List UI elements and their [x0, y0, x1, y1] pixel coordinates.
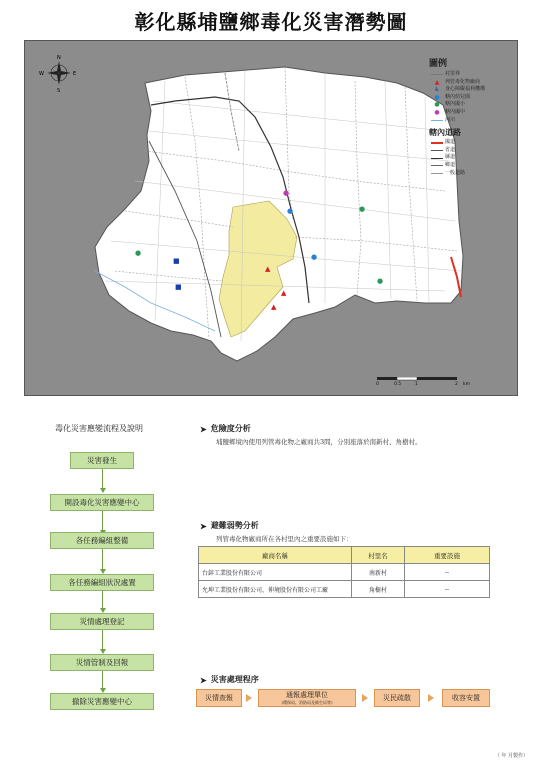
flow-step: 開設毒化災害應變中心	[50, 494, 154, 511]
toxic-factory-marker: ▲	[281, 289, 287, 297]
vulnerable-heading: ➤ 避難弱勢分析	[200, 520, 259, 531]
table-header-row	[199, 547, 490, 564]
table-header: 廠商名稱	[199, 547, 352, 564]
scale-bar-graphic	[377, 377, 477, 387]
junior-high-icon: ●	[434, 108, 440, 116]
junior-high-marker: ●	[283, 189, 290, 197]
procedure-step: 災民疏散	[374, 689, 420, 707]
legend-road: 國道	[429, 139, 513, 147]
legend-road: 縣道	[429, 154, 513, 162]
scale-tick: 0	[376, 382, 379, 387]
risk-heading: ➤ 危險度分析	[200, 423, 251, 434]
compass-n: N	[57, 55, 61, 61]
flow-connector	[102, 469, 103, 489]
table-row	[199, 581, 490, 598]
kindergarten-icon: ●	[434, 93, 440, 101]
right-arrow-icon	[428, 694, 434, 702]
legend-item: 河川	[429, 117, 513, 125]
legend-road: 鄉道	[429, 162, 513, 170]
risk-text: 埔鹽鄉境內使用列管毒化物之廠商共3間，分別座落於南新村、角樹村。	[216, 438, 422, 446]
flow-step: 各任務編組整備	[50, 532, 154, 549]
table-cell: 南新村	[352, 564, 405, 581]
table-row	[199, 564, 490, 581]
facility-table	[198, 546, 490, 598]
triangle-icon: ▲	[434, 78, 440, 86]
welfare-facility-marker: ■	[173, 257, 180, 265]
kindergarten-marker: ●	[311, 253, 318, 261]
arrow-bullet-icon: ➤	[200, 520, 207, 531]
right-arrow-icon	[246, 694, 252, 702]
arrow-bullet-icon: ➤	[200, 423, 207, 434]
legend-road: 省道	[429, 147, 513, 155]
elementary-marker: ●	[135, 249, 142, 257]
procedure-heading: ➤ 災害處理程序	[200, 674, 259, 685]
table-cell: --	[405, 581, 490, 598]
flow-step: 各任務編組狀況處置	[50, 574, 154, 591]
scale-unit: km	[463, 382, 470, 387]
table-header: 重要設施	[405, 547, 490, 564]
freeway-line-icon	[431, 142, 443, 144]
map-frame	[24, 40, 518, 396]
legend-item: ● 轄內國中	[429, 109, 513, 117]
page-title: 彰化縣埔鹽鄉毒化災害潛勢圖	[134, 10, 408, 34]
flow-step: 災情管制及回報	[50, 654, 154, 671]
scale-tick: 1	[415, 382, 418, 387]
arrow-bullet-icon: ➤	[200, 674, 207, 685]
kindergarten-marker: ●	[287, 207, 294, 215]
legend-roads-title: 轄內道路	[429, 128, 461, 138]
flow-step: 災情處理登記	[50, 613, 154, 630]
flow-connector	[102, 549, 103, 571]
table-cell: 台鋅工業股份有限公司	[199, 564, 352, 581]
county-road-icon	[431, 158, 443, 159]
compass-w: W	[39, 71, 44, 77]
compass-s: S	[57, 88, 61, 94]
legend-road: 一般道路	[429, 170, 513, 178]
river-icon	[431, 120, 443, 121]
legend-item: ● 轄內國小	[429, 101, 513, 109]
compass-rose	[39, 55, 76, 94]
elementary-marker: ●	[359, 205, 366, 213]
wheelchair-icon: ♿	[434, 86, 440, 94]
procedure-step: 災情查報	[196, 689, 242, 707]
scale-tick: 0.5	[394, 382, 402, 387]
legend-item: ♿ 身心障礙福利機構	[429, 86, 513, 94]
flow-step: 撤除災害應變中心	[50, 693, 154, 710]
toxic-factory-marker: ▲	[265, 265, 271, 273]
table-cell: 角樹村	[352, 581, 405, 598]
table-cell: 允坤工業股份有限公司、伸境股份有限公司工廠	[199, 581, 352, 598]
elementary-marker: ●	[377, 277, 384, 285]
footer-date: （ 年 月製作）	[494, 753, 528, 759]
map-legend	[429, 56, 513, 177]
vulnerable-text: 列管毒化物廠商所在各村里內之重要設施如下：	[216, 535, 353, 543]
village-boundary-icon	[431, 74, 443, 75]
table-header: 村里名	[352, 547, 405, 564]
scale-tick: 2	[455, 382, 458, 387]
legend-item: ▲ 列管毒化物廠商	[429, 79, 513, 87]
right-arrow-icon	[362, 694, 368, 702]
procedure-step: 通報處理單位 (環保局、消防局及衛生局等)	[258, 689, 356, 707]
township-road-icon	[431, 165, 443, 166]
down-arrow-icon	[100, 488, 106, 493]
procedure-step: 收容安置	[442, 689, 490, 707]
welfare-facility-marker: ■	[175, 283, 182, 291]
general-road-icon	[431, 173, 443, 174]
elementary-school-icon: ●	[434, 101, 440, 109]
flow-step: 災害發生	[70, 452, 134, 469]
flow-title: 毒化災害應變流程及說明	[55, 424, 143, 433]
legend-item: 村里界	[429, 71, 513, 79]
toxic-factory-marker: ▲	[271, 303, 277, 311]
compass-e: E	[73, 71, 77, 77]
legend-title: 圖例	[429, 59, 448, 69]
legend-item: ● 轄內幼兒園	[429, 94, 513, 102]
flow-connector	[102, 511, 103, 531]
provincial-road-icon	[431, 150, 443, 151]
table-cell: --	[405, 564, 490, 581]
